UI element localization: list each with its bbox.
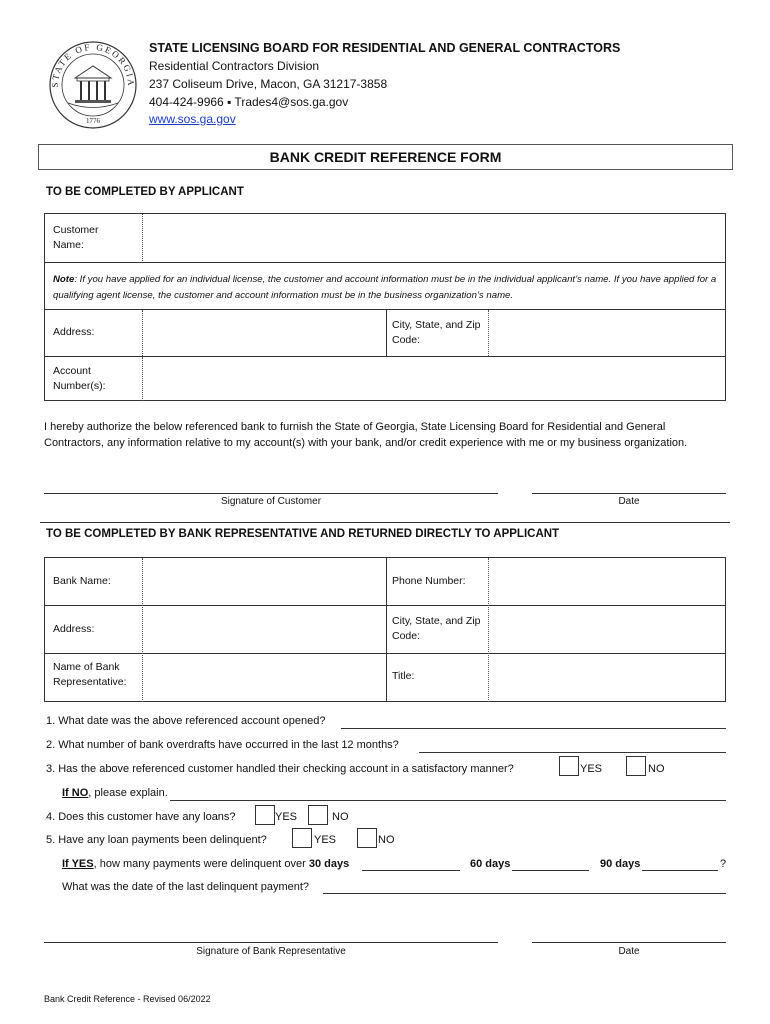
delinquent-90-days-label: 90 days xyxy=(600,858,641,870)
board-name: STATE LICENSING BOARD FOR RESIDENTIAL AND GENERAL CONTRACTORS xyxy=(149,41,621,55)
question-5: 5. Have any loan payments been delinquent? xyxy=(46,834,267,846)
last-delinquent-date-label: What was the date of the last delinquent payment? xyxy=(62,881,310,893)
bank-address-field[interactable] xyxy=(145,608,383,651)
q4-no-checkbox[interactable] xyxy=(308,805,328,825)
bank-address-label: Address: xyxy=(53,623,95,635)
bank-city-label: City, State, and Zip Code: xyxy=(392,615,481,642)
overdrafts-count-field[interactable] xyxy=(419,752,726,753)
svg-text:STATE OF GEORGIA: STATE OF GEORGIA xyxy=(49,41,137,88)
account-opened-date-field[interactable] xyxy=(341,728,726,729)
title-label: Title: xyxy=(392,670,415,682)
question-4: 4. Does this customer have any loans? xyxy=(46,811,236,823)
customer-name-label: Customer Name: xyxy=(53,224,99,251)
bank-signature-caption: Signature of Bank Representative xyxy=(196,946,346,957)
bank-date-line[interactable] xyxy=(532,942,726,943)
question-mark: ? xyxy=(720,858,727,870)
authorization-statement: I hereby authorize the below referenced bank to furnish the State of Georgia, State Licensing Board for Residential and General Contractors, any information relative to my account(s) with your bank, and/or credit experience with me or my business organization. xyxy=(44,421,688,449)
note-text: Note: If you have applied for an individual license, the customer and account information must be in the individual applicant’s name. If you have applied for a qualifying agent license, the customer and account information must be in the business organization’s name. xyxy=(53,274,717,301)
georgia-state-seal xyxy=(48,40,138,130)
customer-signature-line[interactable] xyxy=(44,493,498,494)
customer-date-caption: Date xyxy=(618,496,640,507)
q4-yes-label: YES xyxy=(275,811,298,823)
phone-number-label: Phone Number: xyxy=(392,575,466,587)
board-website-link[interactable]: www.sos.ga.gov xyxy=(149,112,236,126)
bank-signature-line[interactable] xyxy=(44,942,498,943)
applicant-address-field[interactable] xyxy=(145,312,383,354)
footer-revision: Bank Credit Reference - Revised 06/2022 xyxy=(44,994,211,1004)
q5-no-checkbox[interactable] xyxy=(357,828,377,848)
title-field[interactable] xyxy=(491,656,723,700)
question-1: 1. What date was the above referenced account opened? xyxy=(46,715,326,727)
board-address: 237 Coliseum Drive, Macon, GA 31217-3858 xyxy=(149,77,388,91)
applicant-section-title: TO BE COMPLETED BY APPLICANT xyxy=(46,186,244,198)
representative-name-label: Name of Bank Representative: xyxy=(53,661,127,688)
applicant-address-label: Address: xyxy=(53,326,95,338)
customer-name-field[interactable] xyxy=(145,216,723,260)
customer-date-line[interactable] xyxy=(532,493,726,494)
q5-yes-label: YES xyxy=(314,834,337,846)
q5-yes-checkbox[interactable] xyxy=(292,828,312,848)
q4-no-label: NO xyxy=(332,811,349,823)
q3-yes-checkbox[interactable] xyxy=(559,756,579,776)
phone-number-field[interactable] xyxy=(491,560,723,603)
bank-name-field[interactable] xyxy=(145,560,383,603)
account-number-label: Account Number(s): xyxy=(53,365,106,392)
q4-yes-checkbox[interactable] xyxy=(255,805,275,825)
delinquent-60-days-label: 60 days xyxy=(470,858,511,870)
delinquent-90-days-field[interactable] xyxy=(642,870,718,871)
account-number-field[interactable] xyxy=(145,359,723,399)
question-3: 3. Has the above referenced customer handled their checking account in a satisfactory manner? xyxy=(46,763,514,775)
bank-name-label: Bank Name: xyxy=(53,575,111,587)
form-title: BANK CREDIT REFERENCE FORM xyxy=(38,144,733,170)
applicant-city-field[interactable] xyxy=(491,312,723,354)
q5-no-label: NO xyxy=(378,834,395,846)
q3-yes-label: YES xyxy=(580,763,603,775)
bank-section-title: TO BE COMPLETED BY BANK REPRESENTATIVE AND RETURNED DIRECTLY TO APPLICANT xyxy=(46,528,560,540)
if-no-explain-label: If NO, please explain. xyxy=(62,787,168,799)
explanation-field[interactable] xyxy=(170,800,726,801)
applicant-city-label: City, State, and Zip Code: xyxy=(392,319,481,346)
section-divider xyxy=(40,522,730,523)
svg-text:1776: 1776 xyxy=(86,117,100,125)
division-name: Residential Contractors Division xyxy=(149,59,320,73)
board-contact: 404-424-9966 ▪ Trades4@sos.ga.gov xyxy=(149,95,349,109)
customer-signature-caption: Signature of Customer xyxy=(220,496,322,507)
representative-name-field[interactable] xyxy=(145,656,383,700)
delinquent-60-days-field[interactable] xyxy=(512,870,589,871)
delinquent-payments-label: If YES, how many payments were delinquent over 30 days xyxy=(62,858,350,870)
bank-date-caption: Date xyxy=(618,946,640,957)
delinquent-30-days-field[interactable] xyxy=(362,870,460,871)
question-2: 2. What number of bank overdrafts have occurred in the last 12 months? xyxy=(46,739,399,751)
q3-no-label: NO xyxy=(648,763,665,775)
last-delinquent-date-field[interactable] xyxy=(323,893,726,894)
q3-no-checkbox[interactable] xyxy=(626,756,646,776)
bank-city-field[interactable] xyxy=(491,608,723,651)
